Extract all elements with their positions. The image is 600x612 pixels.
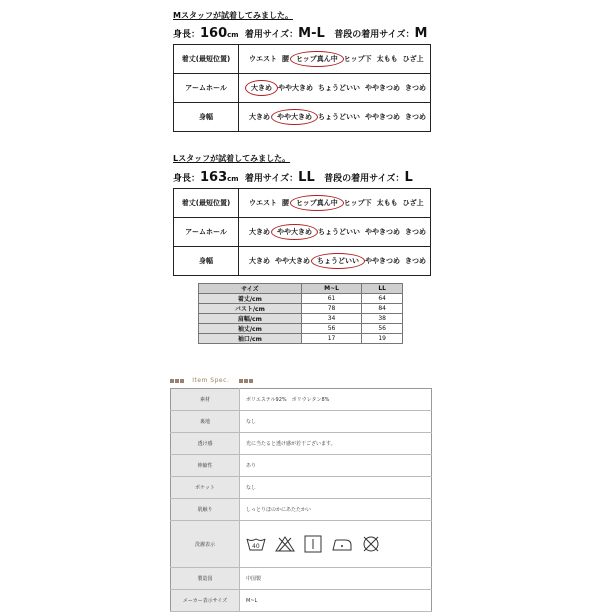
fit-option: 腰 <box>282 55 289 63</box>
fit-options <box>239 247 431 276</box>
table-row <box>199 334 403 344</box>
title-marker-icon <box>180 379 184 383</box>
fit-option-selected: ヒップ真ん中 <box>290 51 344 67</box>
spec-value: なし <box>240 411 432 433</box>
title-marker-icon <box>170 379 174 383</box>
l-staff-heading: Lスタッフが試着してみました。 <box>173 154 291 163</box>
fit-option: ややきつめ <box>365 84 400 92</box>
spec-value: あり <box>240 455 432 477</box>
fit-option: 腰 <box>282 199 289 207</box>
spec-row <box>171 455 432 477</box>
spec-label: 製造国 <box>171 568 240 590</box>
height-label: 身長： <box>173 174 201 184</box>
size-header-cell: M~L <box>301 284 362 294</box>
table-row <box>199 294 403 304</box>
fit-row <box>174 189 431 218</box>
fit-option: やや大きめ <box>278 84 313 92</box>
wear-size-value: M-L <box>298 26 325 41</box>
height-value: 160 <box>200 26 228 41</box>
fit-option: ひざ上 <box>402 55 424 63</box>
fit-option: やや大きめ <box>275 257 310 265</box>
spec-label: 洗濯表示 <box>171 521 240 568</box>
care-icons <box>246 535 431 553</box>
spec-value: 中国製 <box>240 568 432 590</box>
low-iron-icon <box>331 542 362 548</box>
fit-options <box>239 74 431 103</box>
spec-value: しっとりほのかにあたたかい <box>240 499 432 521</box>
size-table <box>198 283 403 344</box>
spec-label: メーカー表示サイズ <box>171 590 240 612</box>
height-unit: cm <box>227 175 239 183</box>
fit-option-selected: ちょうどいい <box>311 253 365 269</box>
spec-row <box>171 411 432 433</box>
height-unit: cm <box>227 31 239 39</box>
fit-option: 太もも <box>376 55 398 63</box>
spec-value: M~L <box>240 590 432 612</box>
spec-row <box>171 521 432 568</box>
wear-size-value: LL <box>298 170 315 185</box>
size-header-cell: LL <box>362 284 403 294</box>
size-cell: 56 <box>301 324 362 334</box>
spec-row <box>171 590 432 612</box>
fit-row-label: 身幅 <box>174 247 239 276</box>
l-staff-measurements <box>173 170 413 185</box>
fit-option: ややきつめ <box>365 113 400 121</box>
size-row-label: 着丈/cm <box>199 294 302 304</box>
spec-label: 肌触り <box>171 499 240 521</box>
spec-value: ポリエステル92% ポリウレタン8% <box>240 389 432 411</box>
fit-row <box>174 218 431 247</box>
size-row-label: バスト/cm <box>199 304 302 314</box>
usual-size-value: L <box>404 170 413 185</box>
fit-option: きつめ <box>405 257 426 265</box>
fit-row <box>174 74 431 103</box>
fit-option: ひざ上 <box>402 199 424 207</box>
spec-row <box>171 433 432 455</box>
fit-options <box>239 103 431 132</box>
size-row-label: 袖丈/cm <box>199 324 302 334</box>
title-marker-icon <box>244 379 248 383</box>
fit-options <box>239 189 431 218</box>
fit-option: ちょうどいい <box>318 113 360 121</box>
wash-40-icon <box>246 542 275 548</box>
fit-row-label: アームホール <box>174 218 239 247</box>
fit-option: ちょうどいい <box>318 84 360 92</box>
spec-value: なし <box>240 477 432 499</box>
fit-option: きつめ <box>405 113 426 121</box>
fit-options <box>239 218 431 247</box>
fit-option: 大きめ <box>249 257 270 265</box>
fit-option: ややきつめ <box>365 228 400 236</box>
fit-option: きつめ <box>405 228 426 236</box>
fit-row <box>174 103 431 132</box>
spec-row <box>171 499 432 521</box>
size-header-cell: サイズ <box>199 284 302 294</box>
table-row <box>199 304 403 314</box>
usual-size-label: 普段の着用サイズ： <box>334 30 415 40</box>
m-fit-table <box>173 44 431 132</box>
wear-size-label: 着用サイズ： <box>244 30 299 40</box>
line-dry-icon <box>304 542 331 548</box>
size-cell: 56 <box>362 324 403 334</box>
title-marker-icon <box>175 379 179 383</box>
fit-row <box>174 247 431 276</box>
fit-row-label: 着丈(最短位置) <box>174 189 239 218</box>
table-row <box>199 324 403 334</box>
usual-size-label: 普段の着用サイズ： <box>324 174 405 184</box>
size-cell: 84 <box>362 304 403 314</box>
svg-text:40: 40 <box>252 543 260 550</box>
fit-row-label: アームホール <box>174 74 239 103</box>
spec-row <box>171 477 432 499</box>
spec-label: 透け感 <box>171 433 240 455</box>
fit-option-selected: やや大きめ <box>271 109 318 125</box>
size-cell: 34 <box>301 314 362 324</box>
spec-value <box>240 521 432 568</box>
item-spec-table <box>170 388 432 612</box>
title-marker-icon <box>249 379 253 383</box>
no-bleach-icon <box>275 542 304 548</box>
spec-row <box>171 389 432 411</box>
size-table-header <box>199 284 403 294</box>
fit-option-selected: ヒップ真ん中 <box>290 195 344 211</box>
spec-value: 光に当たると透け感が若干ございます。 <box>240 433 432 455</box>
size-cell: 19 <box>362 334 403 344</box>
fit-option: ウエスト <box>249 199 277 207</box>
fit-option-selected: 大きめ <box>245 80 278 96</box>
size-row-label: 肩幅/cm <box>199 314 302 324</box>
size-cell: 64 <box>362 294 403 304</box>
spec-label: 伸縮性 <box>171 455 240 477</box>
spec-row <box>171 568 432 590</box>
no-dryclean-icon <box>362 542 389 548</box>
spec-label: 素材 <box>171 389 240 411</box>
wear-size-label: 着用サイズ： <box>244 174 299 184</box>
fit-option: ヒップ下 <box>343 55 372 63</box>
fit-option: ウエスト <box>249 55 277 63</box>
size-cell: 78 <box>301 304 362 314</box>
fit-option: ちょうどいい <box>318 228 360 236</box>
fit-option: きつめ <box>405 84 426 92</box>
size-row-label: 袖口/cm <box>199 334 302 344</box>
fit-options <box>239 45 431 74</box>
fit-option-selected: やや大きめ <box>271 224 318 240</box>
usual-size-value: M <box>414 26 428 41</box>
height-label: 身長： <box>173 30 201 40</box>
m-staff-measurements <box>173 26 427 41</box>
size-cell: 38 <box>362 314 403 324</box>
size-cell: 61 <box>301 294 362 304</box>
height-value: 163 <box>200 170 228 185</box>
title-marker-icon <box>239 379 243 383</box>
fit-option: ややきつめ <box>365 257 400 265</box>
fit-row-label: 身幅 <box>174 103 239 132</box>
fit-option: ヒップ下 <box>343 199 372 207</box>
size-cell: 17 <box>301 334 362 344</box>
spec-label: ポケット <box>171 477 240 499</box>
spec-label: 裏地 <box>171 411 240 433</box>
m-staff-heading: Mスタッフが試着してみました。 <box>173 11 293 20</box>
fit-row <box>174 45 431 74</box>
fit-option: 太もも <box>376 199 398 207</box>
item-spec-title-text: Item Spec. <box>192 377 230 384</box>
item-spec-title <box>170 377 254 384</box>
fit-option: 大きめ <box>249 113 270 121</box>
l-fit-table <box>173 188 431 276</box>
table-row <box>199 314 403 324</box>
fit-row-label: 着丈(最短位置) <box>174 45 239 74</box>
fit-option: 大きめ <box>249 228 270 236</box>
